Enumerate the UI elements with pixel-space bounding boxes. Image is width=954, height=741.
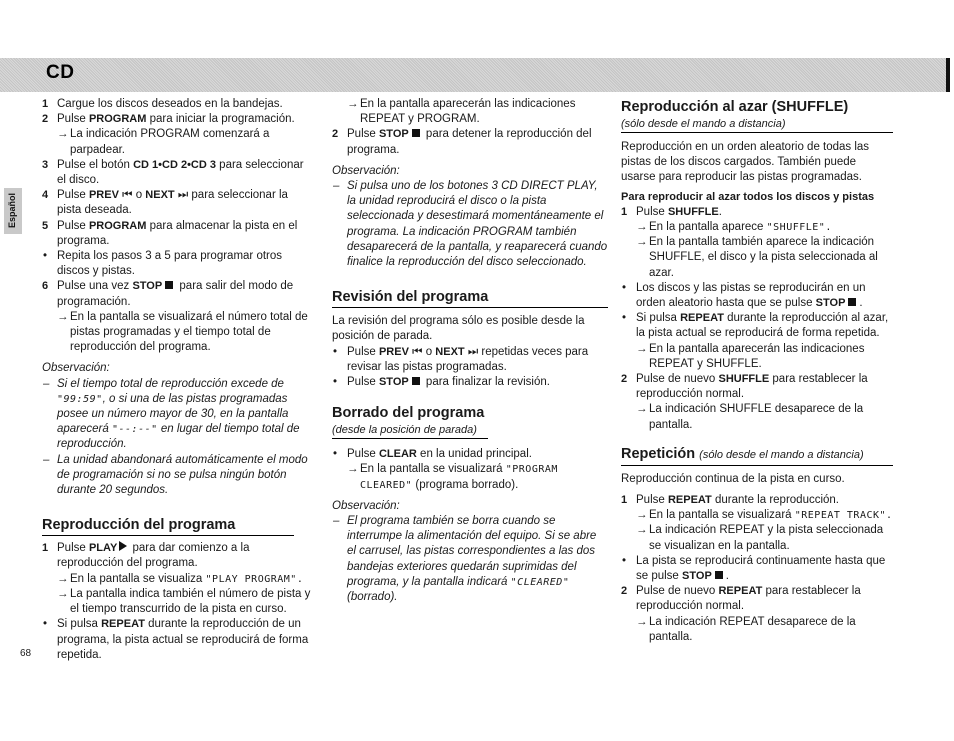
repeat-step-2: 2 Pulse de nuevo REPEAT para restablecer la reproducción normal.	[621, 585, 861, 613]
page-number: 68	[20, 648, 32, 659]
observation-2: – La unidad abandonará automáticamente el modo de programación si no se pulsa ningún botón durante 20 segundos.	[43, 453, 308, 497]
shuffle-result-2: → En la pantalla también aparece la indicación SHUFFLE, el disco y la pista seleccionada al azar.	[636, 236, 878, 279]
repeat-subtitle: (sólo desde el mando a distancia)	[699, 448, 864, 461]
header-bar	[0, 58, 950, 92]
repeat-result-2: → La indicación REPEAT y la pista seleccionada se visualizan en la pantalla.	[636, 524, 884, 552]
shuffle-result-4: → La indicación SHUFFLE desaparece de la pantalla.	[636, 403, 864, 431]
shuffle-subtitle: (sólo desde el mando a distancia)	[621, 117, 893, 133]
repeat-result-3: → La indicación REPEAT desaparece de la pantalla.	[636, 615, 856, 643]
playback-result-2: → La pantalla indica también el número de pista y el tiempo transcurrido de la pista en curso.	[57, 587, 311, 616]
clear-bullet-1: • Pulse CLEAR en la unidad principal.	[333, 448, 532, 461]
shuffle-bullet-2: • Si pulsa REPEAT durante la reproducción al azar, la pista actual se reproducirá de forma repetida.	[622, 312, 889, 340]
column-1	[42, 97, 314, 663]
repeat-text: Reproducción continua de la pista en curso.	[621, 472, 845, 485]
clear-subtitle: (desde la posición de parada)	[332, 423, 488, 439]
repeat-bullet-1: • La pista se reproducirá continuamente hasta que se pulse STOP .	[622, 554, 886, 583]
next-icon: ⏭	[177, 189, 189, 202]
play-icon	[117, 542, 129, 554]
stop-icon	[412, 129, 420, 137]
step-2: 2 Pulse PROGRAM para iniciar la programación.	[42, 113, 295, 126]
language-tab	[4, 188, 22, 234]
shuffle-bullet-1: • Los discos y las pistas se reproducirán en un orden aleatorio hasta que se pulse STOP .	[622, 281, 866, 310]
playback-result-1: → En la pantalla se visualiza "PLAY PROGRAM".	[57, 572, 304, 585]
prev-icon: ⏮	[412, 345, 423, 358]
observation-1: – Si el tiempo total de reproducción excede de "99:59", o si una de las pistas programadas posee un número mayor de 30, en la pantalla aparecerá "--:--" en lugar del tiempo total de reproducción.	[43, 377, 300, 451]
observation-clear: – El programa también se borra cuando se interrumpe la alimentación del equipo. Si se abre el carrusel, las pistas correspondientes a las dos bandejas exteriores quedarán suprimidas del programa, y la pantalla indicará "CLEARED" (borrado).	[333, 515, 597, 604]
repeat-result-1: → En la pantalla se visualizará "REPEAT TRACK".	[636, 509, 893, 522]
prev-icon: ⏮	[122, 189, 133, 202]
playback-result-3: → En la pantalla aparecerán las indicaciones REPEAT y PROGRAM.	[347, 98, 576, 126]
section-title-clear: Borrado del programa	[332, 405, 485, 422]
step-5: 5 Pulse PROGRAM para almacenar la pista en el programa.	[42, 219, 298, 247]
page-title: CD	[46, 62, 75, 83]
step-2-result: → La indicación PROGRAM comenzará a parpadear.	[57, 128, 270, 156]
step-6: 6 Pulse una vez STOP para salir del modo de programación.	[42, 280, 294, 308]
review-bullet-1: • Pulse PREV ⏮ o NEXT ⏭ repetidas veces para revisar las pistas programadas.	[333, 345, 589, 373]
playback-bullet-repeat: • Si pulsa REPEAT durante la reproducción de un programa, la pista actual se reproducirá de forma repetida.	[43, 618, 309, 661]
playback-step-2: 2 Pulse STOP para detener la reproducción del programa.	[332, 128, 592, 156]
observation-title: Observación:	[42, 362, 110, 375]
shuffle-text: Reproducción en un orden aleatorio de todas las pistas de los discos cargados. También puede usarse para reproducir las pistas programadas.	[621, 141, 870, 184]
review-text: La revisión del programa sólo es posible desde la posición de parada.	[332, 315, 585, 343]
step-1: 1 Cargue los discos deseados en la bandejas.	[42, 98, 283, 110]
step-4: 4 Pulse PREV ⏮ o NEXT ⏭ para seleccionar la pista deseada.	[42, 189, 288, 217]
step-3: 3 Pulse el botón CD 1•CD 2•CD 3 para seleccionar el disco.	[42, 158, 304, 187]
section-title-program-playback: Reproducción del programa	[42, 516, 294, 536]
bullet-repeat-steps: • Repita los pasos 3 a 5 para programar otros discos y pistas.	[43, 250, 283, 278]
repeat-step-1: 1 Pulse REPEAT durante la reproducción.	[621, 494, 839, 507]
section-title-repeat: Repetición (sólo desde el mando a distancia)	[621, 445, 893, 466]
observation-title: Observación:	[332, 499, 400, 512]
stop-icon	[412, 377, 420, 385]
shuffle-step-2: 2 Pulse de nuevo SHUFFLE para restablecer la reproducción normal.	[621, 373, 868, 401]
column-3	[621, 97, 893, 645]
shuffle-result-1: → En la pantalla aparece "SHUFFLE".	[636, 221, 832, 234]
shuffle-subheading: Para reproducir al azar todos los discos y pistas	[621, 190, 875, 203]
shuffle-result-3: → En la pantalla aparecerán las indicaciones REPEAT y SHUFFLE.	[636, 342, 865, 370]
section-title-review: Revisión del programa	[332, 288, 608, 308]
stop-icon	[848, 298, 856, 306]
column-2	[332, 97, 608, 605]
review-bullet-2: • Pulse STOP para finalizar la revisión.	[333, 376, 550, 389]
observation-title: Observación:	[332, 164, 400, 177]
playback-step-1: 1 Pulse PLAY para dar comienzo a la reproducción del programa.	[42, 542, 250, 570]
clear-result: → En la pantalla se visualizará "PROGRAM CLEARED" (programa borrado).	[347, 463, 558, 491]
stop-icon	[715, 571, 723, 579]
shuffle-step-1: 1 Pulse SHUFFLE.	[621, 205, 722, 218]
next-icon: ⏭	[467, 345, 479, 358]
language-label: Español	[7, 192, 17, 228]
step-6-result: → En la pantalla se visualizará el número total de pistas programadas y el tiempo total de reproducción del programa.	[57, 310, 308, 354]
observation-direct-play: – Si pulsa uno de los botones 3 CD DIRECT PLAY, la unidad reproducirá el disco o la pista seleccionada y desestimará momentáneamente el programa. La indicación PROGRAM también desaparecerá de la pantalla, y reaparecerá cuando finalice la reproducción del disco seleccionado.	[333, 180, 608, 269]
section-title-shuffle: Reproducción al azar (SHUFFLE)	[621, 99, 849, 115]
stop-icon	[165, 281, 173, 289]
